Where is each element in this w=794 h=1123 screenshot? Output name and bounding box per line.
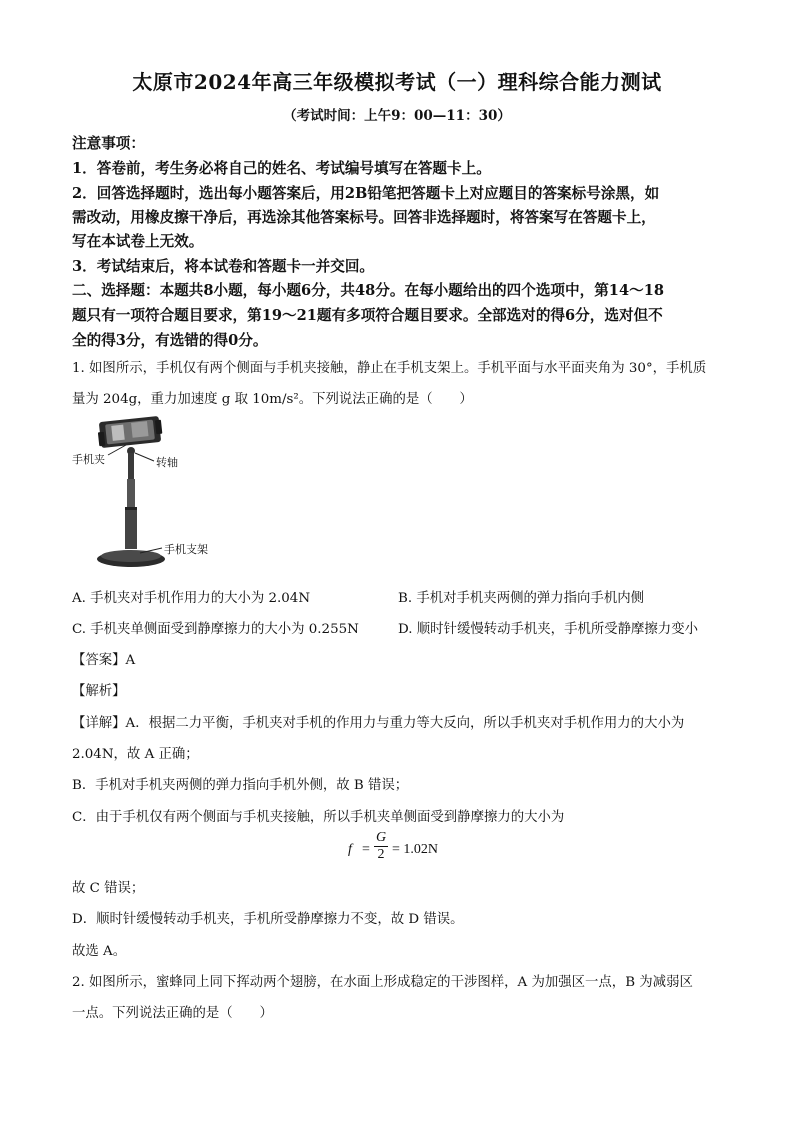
notice-line: 需改动，用橡皮擦干净后，再选涂其他答案标号。回答非选择题时，将答案写在答题卡上， [72,209,656,226]
q2-stem: 一点。下列说法正确的是（ ） [72,1006,273,1021]
formula-denominator: 2 [377,847,385,862]
answer: 【答案】A [72,653,136,668]
label-pivot: 转轴 [156,456,178,469]
notice-line: 1．答卷前，考生务必将自己的姓名、考试编号填写在答题卡上。 [72,160,491,177]
formula-result: = 1.02N [392,842,439,857]
section-instructions: 二、选择题：本题共8小题，每小题6分，共48分。在每小题给出的四个选项中，第14～18 [72,282,665,299]
analysis-heading: 【解析】 [72,684,126,699]
option-c: C. 手机夹单侧面受到静摩擦力的大小为 0.255N [72,622,359,637]
notice-line: 写在本试卷上无效。 [72,233,204,250]
section-instructions: 全的得3分，有选错的得0分。 [72,332,268,349]
detail-line: C．由于手机仅有两个侧面与手机夹接触，所以手机夹单侧面受到静摩擦力的大小为 [72,810,565,825]
phone-stand-illustration [72,413,242,573]
notice-line: 3．考试结束后，将本试卷和答题卡一并交回。 [72,258,375,275]
conclusion-line: D．顺时针缓慢转动手机夹，手机所受静摩擦力不变，故 D 错误。 [72,912,464,927]
notice-heading: 注意事项： [72,135,145,152]
friction-formula [340,828,480,872]
formula-equals: = [362,842,370,857]
section-instructions: 题只有一项符合题目要求，第19～21题有多项符合题目要求。全部选对的得6分，选对但不 [72,307,663,324]
q2-stem: 2. 如图所示，蜜蜂同上同下挥动两个翅膀，在水面上形成稳定的干涉图样，A 为加强区一点，B 为减弱区 [72,975,693,990]
option-a: A. 手机夹对手机作用力的大小为 2.04N [72,591,311,606]
label-phone-stand: 手机支架 [164,543,208,556]
q1-stem: 量为 204g，重力加速度 g 取 10m/s²。下列说法正确的是（ ） [72,392,473,407]
phone-stand-figure [72,413,242,573]
detail-line: B．手机对手机夹两侧的弹力指向手机外侧，故 B 错误； [72,778,409,793]
formula-lhs: f [348,842,352,857]
conclusion-line: 故 C 错误； [72,881,145,896]
conclusion-line: 故选 A。 [72,944,127,959]
option-b: B. 手机对手机夹两侧的弹力指向手机内侧 [398,591,644,606]
detail-line: 【详解】A．根据二力平衡，手机夹对手机的作用力与重力等大反向，所以手机夹对手机作用力的大小为 [72,716,685,731]
label-phone-clip: 手机夹 [72,453,105,466]
option-d: D. 顺时针缓慢转动手机夹，手机所受静摩擦力变小 [398,622,698,637]
q1-stem: 1. 如图所示，手机仅有两个侧面与手机夹接触，静止在手机支架上。手机平面与水平面夹角为 30°，手机质 [72,361,707,376]
page-title: 太原市2024年高三年级模拟考试（一）理科综合能力测试 [132,70,662,94]
exam-time: （考试时间：上午9：00—11：30） [283,108,511,124]
formula-numerator: G [375,830,387,845]
formula-fraction [374,830,388,863]
detail-line: 2.04N，故 A 正确； [72,747,199,762]
notice-line: 2．回答选择题时，选出每小题答案后，用2B铅笔把答题卡上对应题目的答案标号涂黑，如 [72,185,660,202]
